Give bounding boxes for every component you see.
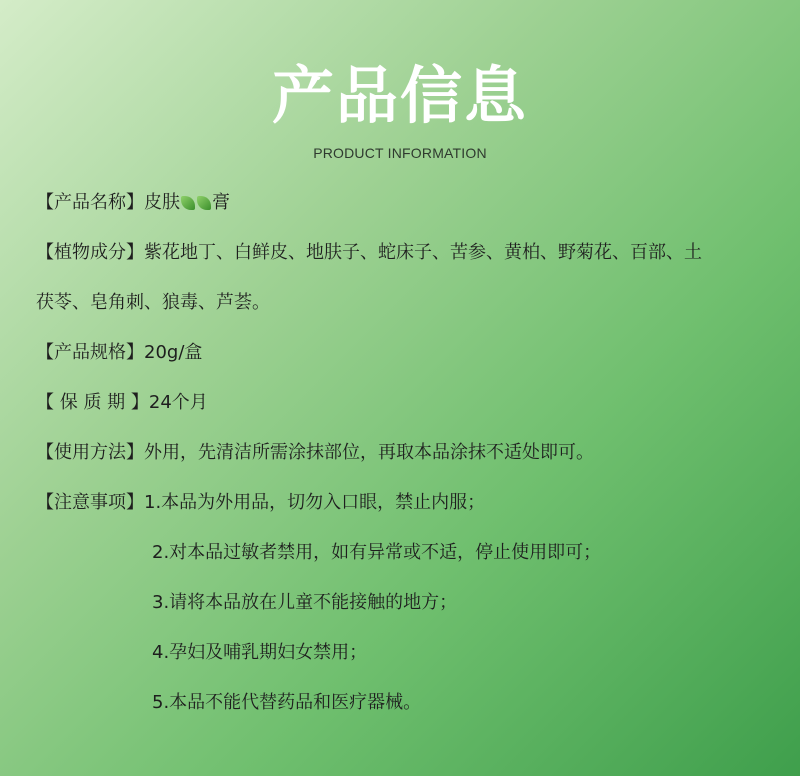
caution-item: 4.孕妇及哺乳期妇女禁用； — [152, 642, 368, 663]
product-name-label: 【产品名称】 — [36, 192, 144, 213]
caution-item: 1.本品为外用品，切勿入口眼，禁止内服； — [144, 492, 486, 513]
shelf-life-label: 【 保 质 期 】 — [36, 392, 149, 413]
usage-label: 【使用方法】 — [36, 442, 144, 463]
ingredients-value-line2: 茯苓、皂角刺、狼毒、芦荟。 — [36, 292, 270, 313]
cautions-label: 【注意事项】 — [36, 492, 144, 513]
page-subtitle: PRODUCT INFORMATION — [313, 145, 487, 161]
usage-row — [36, 441, 594, 465]
product-name-value-start: 皮肤 — [144, 192, 180, 213]
usage-value: 外用，先清洁所需涂抹部位，再取本品涂抹不适处即可。 — [144, 442, 594, 463]
ingredients-value-line1: 紫花地丁、白鲜皮、地肤子、蛇床子、苦参、黄柏、野菊花、百部、土 — [144, 242, 702, 263]
product-name-value-end: 膏 — [212, 192, 230, 213]
ingredients-continuation — [36, 291, 270, 315]
caution-item: 3.请将本品放在儿童不能接触的地方； — [152, 592, 458, 613]
shelf-life-value: 24个月 — [148, 392, 208, 413]
shelf-life-row — [36, 391, 208, 415]
caution-item: 5.本品不能代替药品和医疗器械。 — [152, 692, 422, 713]
product-name-row — [36, 191, 230, 215]
cautions-row — [36, 491, 485, 515]
page-title: 产品信息 — [271, 59, 528, 132]
ingredients-row — [36, 241, 702, 265]
caution-item: 2.对本品过敏者禁用，如有异常或不适，停止使用即可； — [152, 542, 602, 563]
spec-value: 20g/盒 — [144, 342, 203, 363]
leaf-icon — [181, 196, 195, 210]
leaf-icon — [197, 196, 211, 210]
ingredients-label: 【植物成分】 — [36, 242, 144, 263]
spec-row — [36, 341, 202, 365]
spec-label: 【产品规格】 — [36, 342, 144, 363]
